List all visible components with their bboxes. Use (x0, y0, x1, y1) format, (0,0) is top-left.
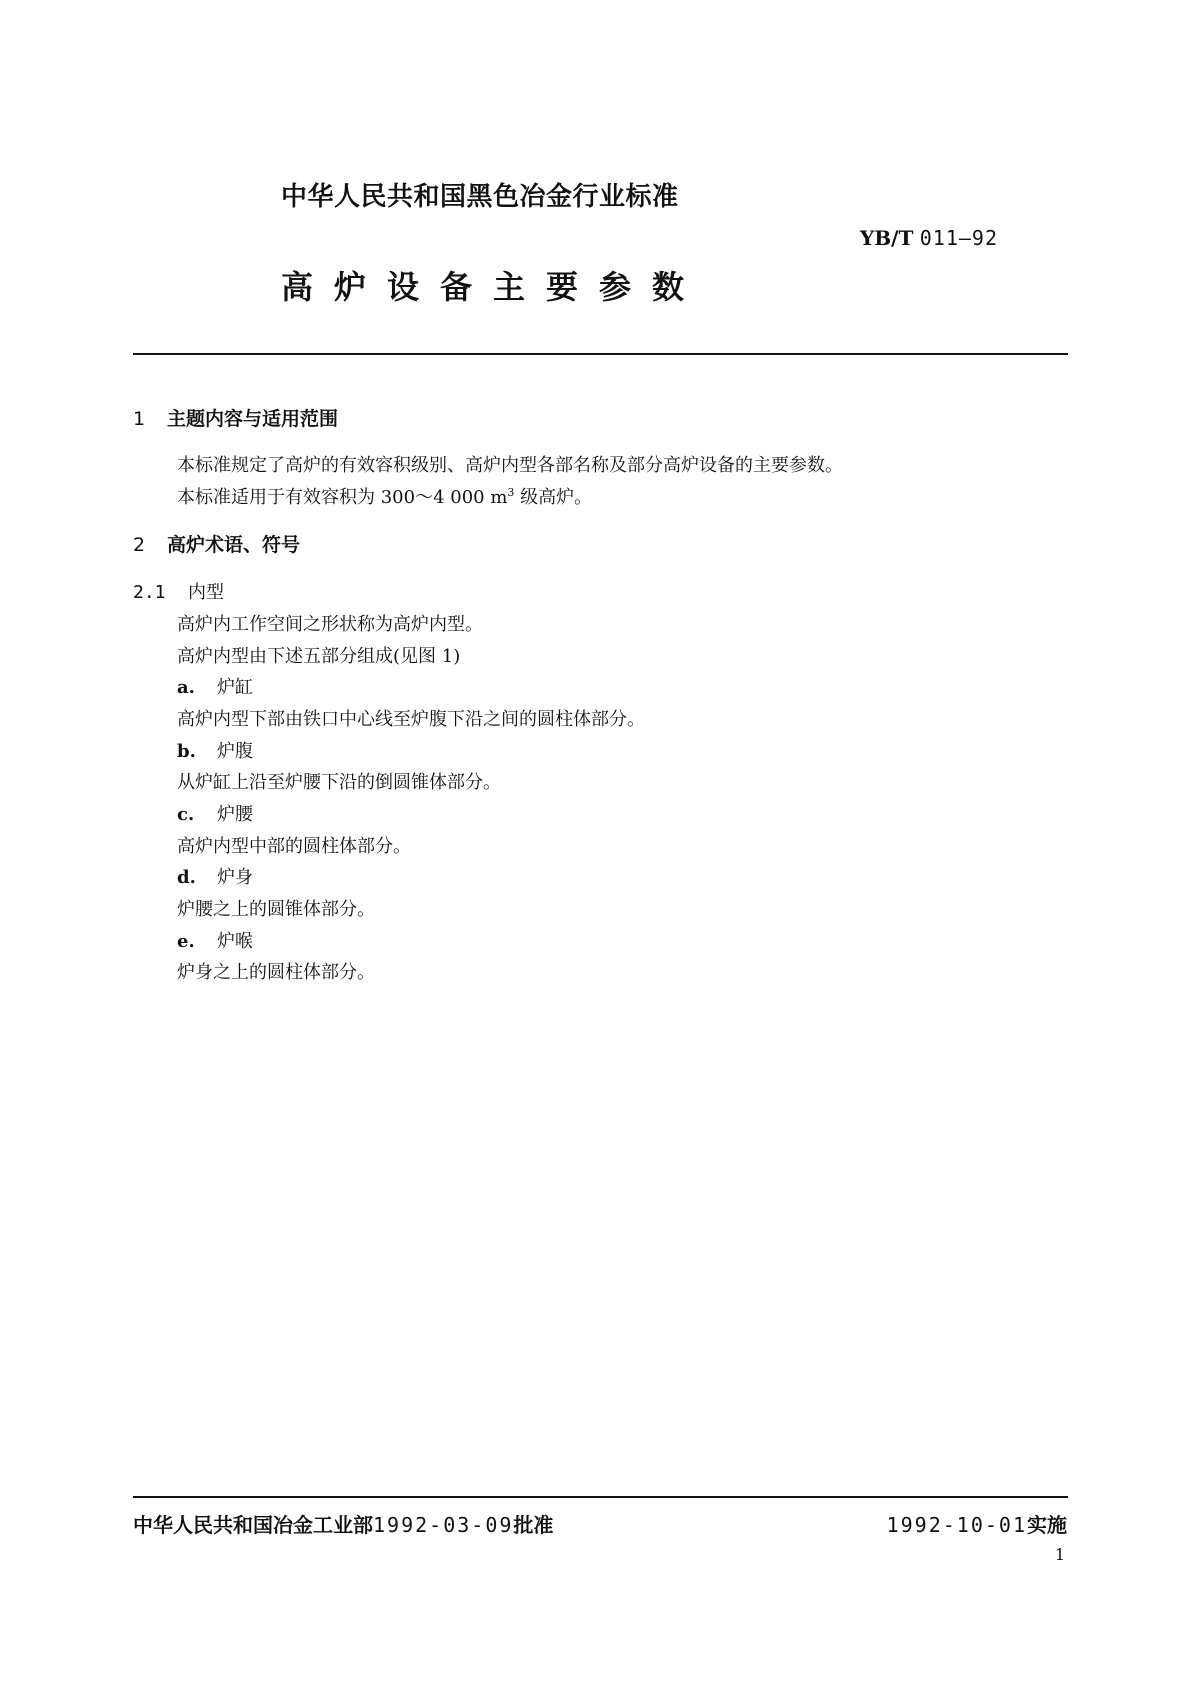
section-1-title: 主题内容与适用范围 (167, 408, 339, 430)
section-1-heading (133, 404, 338, 431)
list-item-label (177, 863, 253, 889)
list-item-desc: 炉身之上的圆柱体部分。 (177, 962, 375, 983)
approve-label: 批准 (513, 1513, 554, 1537)
standard-title: 中华人民共和国黑色冶金行业标准 (281, 182, 679, 212)
section-2-1-heading (133, 578, 224, 604)
footer-divider (133, 1496, 1068, 1498)
section-1-para-2 (177, 483, 592, 509)
list-item-letter: e. (177, 931, 195, 952)
standard-code-prefix: YB/T (860, 226, 914, 250)
issuer: 中华人民共和国冶金工业部 (133, 1513, 373, 1537)
section-1-para-1: 本标准规定了高炉的有效容积级别、高炉内型各部名称及部分高炉设备的主要参数。 (177, 455, 843, 476)
standard-code-number: 011—92 (919, 226, 998, 250)
page-number: 1 (1054, 1545, 1065, 1564)
effective-date: 1992-10-01 (886, 1513, 1027, 1537)
list-item-letter: b. (177, 741, 196, 762)
list-item-letter: d. (177, 867, 196, 888)
list-item-letter: c. (177, 804, 195, 825)
para-2-suffix: 级高炉。 (514, 487, 593, 508)
list-item-desc: 炉腰之上的圆锥体部分。 (177, 899, 375, 920)
para-2-superscript: 3 (507, 486, 515, 499)
section-2-1-para-2: 高炉内型由下述五部分组成(见图 1) (177, 646, 461, 667)
section-2-1-number: 2.1 (133, 582, 166, 603)
list-item-name: 炉腰 (217, 804, 253, 825)
section-2-heading (133, 530, 300, 557)
section-1-number: 1 (133, 408, 146, 430)
header-divider (133, 353, 1068, 355)
list-item-name: 炉腹 (217, 741, 253, 762)
list-item-desc: 高炉内型中部的圆柱体部分。 (177, 836, 411, 857)
list-item-label (177, 673, 253, 699)
standard-code (860, 226, 998, 250)
list-item-name: 炉缸 (217, 677, 253, 698)
approve-date: 1992-03-09 (373, 1513, 514, 1537)
list-item-letter: a. (177, 677, 195, 698)
document-title: 高炉设备主要参数 (281, 268, 706, 306)
list-item-label (177, 737, 253, 763)
list-item-name: 炉喉 (217, 931, 253, 952)
list-item-desc: 从炉缸上沿至炉腰下沿的倒圆锥体部分。 (177, 772, 501, 793)
approval-line (133, 1509, 553, 1538)
list-item-label (177, 800, 253, 826)
section-2-1-title: 内型 (188, 582, 224, 603)
section-2-1-para-1: 高炉内工作空间之形状称为高炉内型。 (177, 614, 483, 635)
list-item-name: 炉身 (217, 867, 253, 888)
effective-line (887, 1509, 1067, 1538)
para-2-text: 本标准适用于有效容积为 300～4 000 m (177, 487, 508, 508)
list-item-desc: 高炉内型下部由铁口中心线至炉腹下沿之间的圆柱体部分。 (177, 709, 645, 730)
effective-label: 实施 (1027, 1513, 1067, 1537)
section-2-title: 高炉术语、符号 (167, 534, 301, 556)
list-item-label (177, 927, 253, 953)
section-2-number: 2 (133, 534, 146, 556)
